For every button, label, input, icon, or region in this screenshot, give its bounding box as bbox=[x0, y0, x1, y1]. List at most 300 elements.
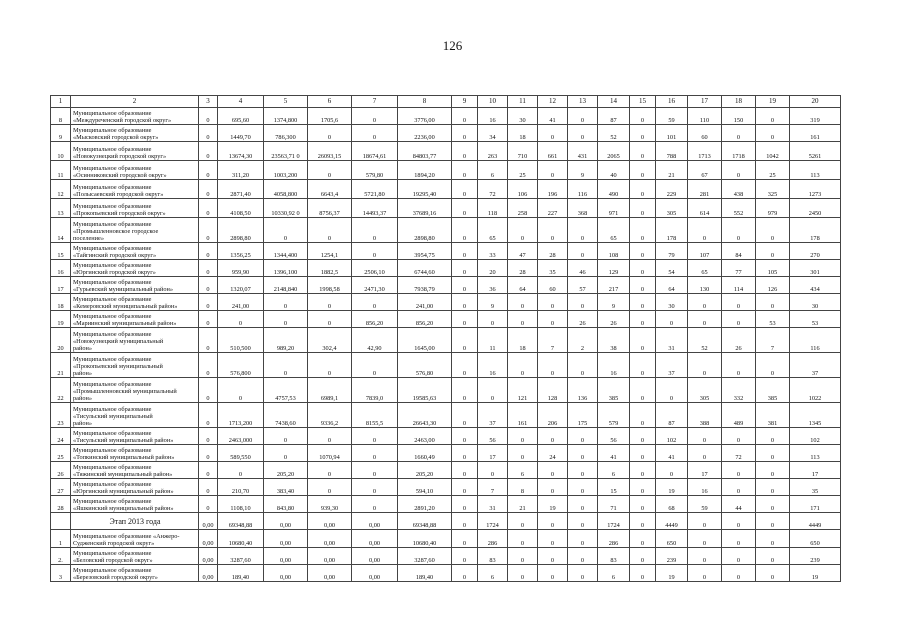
table-cell: 205,20 bbox=[264, 462, 308, 479]
table-cell: 114 bbox=[722, 277, 756, 294]
table-cell: 161 bbox=[508, 403, 538, 428]
table-cell: 0 bbox=[538, 125, 568, 142]
column-number: 11 bbox=[508, 96, 538, 108]
table-cell: 6989,1 bbox=[308, 378, 352, 403]
table-cell: 19 bbox=[790, 565, 841, 582]
table-cell: 0 bbox=[538, 513, 568, 530]
table-cell: 23563,71 0 bbox=[264, 142, 308, 161]
municipality-name: Муниципальное образование «Анжеро- Судженский городской округ» bbox=[71, 530, 199, 548]
table-cell: 989,20 bbox=[264, 328, 308, 353]
table-cell: 2871,40 bbox=[218, 180, 264, 199]
table-cell: 576,80 bbox=[398, 353, 452, 378]
table-cell: 0 bbox=[199, 479, 218, 496]
table-cell: 10680,40 bbox=[398, 530, 452, 548]
table-cell: 1998,58 bbox=[308, 277, 352, 294]
table-cell: 305 bbox=[688, 378, 722, 403]
table-cell: 16 bbox=[478, 353, 508, 378]
table-cell: 8756,37 bbox=[308, 199, 352, 218]
table-cell: 126 bbox=[756, 277, 790, 294]
row-number: 11 bbox=[51, 161, 71, 180]
column-number: 6 bbox=[308, 96, 352, 108]
table-cell: 0 bbox=[722, 479, 756, 496]
table-cell: 576,800 bbox=[218, 353, 264, 378]
table-cell: 0 bbox=[756, 294, 790, 311]
table-cell: 53 bbox=[790, 311, 841, 328]
column-number: 13 bbox=[568, 96, 598, 108]
table-cell: 258 bbox=[508, 199, 538, 218]
table-cell: 1724 bbox=[598, 513, 630, 530]
table-cell: 19585,63 bbox=[398, 378, 452, 403]
municipality-name: Муниципальное образование «Юргинский муниципальный район» bbox=[71, 479, 199, 496]
table-cell: 3287,60 bbox=[218, 548, 264, 565]
table-cell: 77 bbox=[722, 260, 756, 277]
table-cell: 0 bbox=[199, 462, 218, 479]
table-cell: 0 bbox=[688, 428, 722, 445]
municipality-name: Муниципальное образование «Беловский городской округ» bbox=[71, 548, 199, 565]
table-cell: 56 bbox=[478, 428, 508, 445]
table-cell: 1320,07 bbox=[218, 277, 264, 294]
table-cell: 130 bbox=[688, 277, 722, 294]
table-row bbox=[51, 378, 841, 403]
table-cell: 0 bbox=[630, 142, 656, 161]
table-cell: 118 bbox=[478, 199, 508, 218]
table-cell: 31 bbox=[656, 328, 688, 353]
table-cell: 178 bbox=[790, 218, 841, 243]
table-cell: 87 bbox=[656, 403, 688, 428]
table-cell: 8 bbox=[508, 479, 538, 496]
table-cell: 227 bbox=[538, 199, 568, 218]
table-cell: 1449,70 bbox=[218, 125, 264, 142]
table-cell: 41 bbox=[656, 445, 688, 462]
table-cell: 0 bbox=[568, 513, 598, 530]
table-cell: 57 bbox=[568, 277, 598, 294]
row-number: 17 bbox=[51, 277, 71, 294]
table-cell: 0 bbox=[508, 548, 538, 565]
table-cell: 0 bbox=[452, 496, 478, 513]
table-cell: 1724 bbox=[478, 513, 508, 530]
table-cell: 0 bbox=[630, 428, 656, 445]
municipality-name: Этап 2013 года bbox=[71, 513, 199, 530]
municipality-name: Муниципальное образование «Прокопьевский городской округ» bbox=[71, 199, 199, 218]
table-cell: 0 bbox=[630, 180, 656, 199]
table-row bbox=[51, 548, 841, 565]
table-cell: 650 bbox=[790, 530, 841, 548]
table-cell: 0 bbox=[538, 548, 568, 565]
table-cell: 7 bbox=[538, 328, 568, 353]
table-cell: 843,80 bbox=[264, 496, 308, 513]
row-number: 3 bbox=[51, 565, 71, 582]
table-row bbox=[51, 403, 841, 428]
table-cell: 0,00 bbox=[308, 513, 352, 530]
table-cell: 0 bbox=[199, 180, 218, 199]
table-cell: 2463,000 bbox=[218, 428, 264, 445]
table-cell: 0 bbox=[264, 353, 308, 378]
table-cell: 0 bbox=[688, 548, 722, 565]
table-cell: 0 bbox=[452, 161, 478, 180]
table-cell: 72 bbox=[478, 180, 508, 199]
table-cell: 0 bbox=[630, 125, 656, 142]
table-cell: 4108,50 bbox=[218, 199, 264, 218]
row-number bbox=[51, 513, 71, 530]
table-cell: 2891,20 bbox=[398, 496, 452, 513]
municipality-name: Муниципальное образование «Междуреченский городской округ» bbox=[71, 108, 199, 125]
municipality-name: Муниципальное образование «Тисульский муниципальный район» bbox=[71, 403, 199, 428]
table-cell: 0 bbox=[452, 403, 478, 428]
table-cell: 2898,80 bbox=[398, 218, 452, 243]
table-cell: 53 bbox=[756, 311, 790, 328]
row-number: 21 bbox=[51, 353, 71, 378]
table-cell: 128 bbox=[538, 378, 568, 403]
table-cell: 0 bbox=[568, 294, 598, 311]
table-cell: 0 bbox=[508, 513, 538, 530]
table-cell: 0 bbox=[538, 294, 568, 311]
table-cell: 116 bbox=[568, 180, 598, 199]
table-cell: 0 bbox=[630, 513, 656, 530]
row-number: 18 bbox=[51, 294, 71, 311]
table-cell: 101 bbox=[656, 125, 688, 142]
table-cell: 210,70 bbox=[218, 479, 264, 496]
table-cell: 368 bbox=[568, 199, 598, 218]
table-row bbox=[51, 108, 841, 125]
table-cell: 107 bbox=[688, 243, 722, 260]
table-cell: 0 bbox=[568, 243, 598, 260]
table-cell: 0,00 bbox=[199, 565, 218, 582]
municipality-name: Муниципальное образование «Мариинский муниципальный район» bbox=[71, 311, 199, 328]
table-cell: 325 bbox=[756, 180, 790, 199]
municipality-name: Муниципальное образование «Топкинский муниципальный район» bbox=[71, 445, 199, 462]
table-cell: 0 bbox=[722, 565, 756, 582]
row-number: 22 bbox=[51, 378, 71, 403]
table-cell: 939,30 bbox=[308, 496, 352, 513]
table-cell: 0 bbox=[452, 218, 478, 243]
page-number: 126 bbox=[442, 38, 463, 53]
table-cell: 552 bbox=[722, 199, 756, 218]
table-row bbox=[51, 277, 841, 294]
table-cell: 2450 bbox=[790, 199, 841, 218]
table-cell: 0 bbox=[756, 243, 790, 260]
table-cell: 2471,30 bbox=[352, 277, 398, 294]
table-cell: 113 bbox=[790, 445, 841, 462]
table-cell: 6643,4 bbox=[308, 180, 352, 199]
table-row bbox=[51, 353, 841, 378]
table-cell: 105 bbox=[756, 260, 790, 277]
table-cell: 0 bbox=[452, 108, 478, 125]
table-cell: 0 bbox=[452, 445, 478, 462]
table-cell: 217 bbox=[598, 277, 630, 294]
municipality-name: Муниципальное образование «Тайгинский городской округ» bbox=[71, 243, 199, 260]
table-cell: 0 bbox=[352, 294, 398, 311]
table-cell: 959,90 bbox=[218, 260, 264, 277]
table-cell: 0,00 bbox=[264, 530, 308, 548]
table-cell: 189,40 bbox=[218, 565, 264, 582]
table-cell: 0 bbox=[722, 311, 756, 328]
table-cell: 0 bbox=[630, 462, 656, 479]
table-cell: 79 bbox=[656, 243, 688, 260]
table-row bbox=[51, 428, 841, 445]
table-cell: 0 bbox=[630, 161, 656, 180]
row-number: 8 bbox=[51, 108, 71, 125]
table-cell: 0 bbox=[452, 243, 478, 260]
table-cell: 0 bbox=[199, 328, 218, 353]
table-cell: 0 bbox=[308, 462, 352, 479]
table-cell: 650 bbox=[656, 530, 688, 548]
row-number: 15 bbox=[51, 243, 71, 260]
table-cell: 0 bbox=[478, 378, 508, 403]
table-cell: 0 bbox=[264, 311, 308, 328]
table-cell: 34 bbox=[478, 125, 508, 142]
table-cell: 25 bbox=[508, 161, 538, 180]
table-cell: 52 bbox=[598, 125, 630, 142]
table-cell: 239 bbox=[790, 548, 841, 565]
table-cell: 1718 bbox=[722, 142, 756, 161]
table-cell: 0 bbox=[199, 142, 218, 161]
table-cell: 0 bbox=[308, 161, 352, 180]
table-cell: 0 bbox=[688, 294, 722, 311]
table-cell: 7 bbox=[756, 328, 790, 353]
table-cell: 0 bbox=[508, 565, 538, 582]
table-cell: 301 bbox=[790, 260, 841, 277]
table-cell: 438 bbox=[722, 180, 756, 199]
table-cell: 0 bbox=[199, 218, 218, 243]
table-cell: 28 bbox=[538, 243, 568, 260]
column-number: 4 bbox=[218, 96, 264, 108]
header-row bbox=[51, 96, 841, 108]
table-cell: 788 bbox=[656, 142, 688, 161]
table-cell: 20 bbox=[478, 260, 508, 277]
table-cell: 0 bbox=[756, 496, 790, 513]
table-cell: 1713,200 bbox=[218, 403, 264, 428]
table-cell: 281 bbox=[688, 180, 722, 199]
table-cell: 0 bbox=[630, 479, 656, 496]
table-cell: 0 bbox=[308, 479, 352, 496]
table-cell: 37 bbox=[790, 353, 841, 378]
table-cell: 0 bbox=[352, 479, 398, 496]
table-cell: 9 bbox=[568, 161, 598, 180]
table-cell: 0 bbox=[630, 108, 656, 125]
table-row bbox=[51, 311, 841, 328]
table-cell: 6 bbox=[598, 565, 630, 582]
municipality-name: Муниципальное образование «Новокузнецкий городской округ» bbox=[71, 142, 199, 161]
table-cell: 17 bbox=[478, 445, 508, 462]
table-cell: 10330,92 0 bbox=[264, 199, 308, 218]
table-cell: 0 bbox=[630, 243, 656, 260]
table-cell: 35 bbox=[538, 260, 568, 277]
table-cell: 0 bbox=[199, 260, 218, 277]
row-number: 19 bbox=[51, 311, 71, 328]
table-cell: 6 bbox=[598, 462, 630, 479]
table-cell: 510,500 bbox=[218, 328, 264, 353]
row-number: 23 bbox=[51, 403, 71, 428]
table-cell: 59 bbox=[656, 108, 688, 125]
table-cell: 0 bbox=[568, 496, 598, 513]
table-cell: 0 bbox=[756, 530, 790, 548]
table-cell: 0 bbox=[756, 548, 790, 565]
row-number: 1 bbox=[51, 530, 71, 548]
table-cell: 121 bbox=[508, 378, 538, 403]
table-cell: 0 bbox=[199, 125, 218, 142]
table-cell: 0 bbox=[538, 311, 568, 328]
table-cell: 0 bbox=[568, 565, 598, 582]
table-cell: 0 bbox=[538, 161, 568, 180]
table-cell: 490 bbox=[598, 180, 630, 199]
table-cell: 0,00 bbox=[352, 565, 398, 582]
table-cell: 26 bbox=[568, 311, 598, 328]
table-cell: 87 bbox=[598, 108, 630, 125]
table-cell: 0 bbox=[452, 462, 478, 479]
table-cell: 579 bbox=[598, 403, 630, 428]
table-cell: 108 bbox=[598, 243, 630, 260]
table-row bbox=[51, 294, 841, 311]
column-number: 20 bbox=[790, 96, 841, 108]
table-cell: 10680,40 bbox=[218, 530, 264, 548]
municipality-name: Муниципальное образование «Полысаевский городской округ» bbox=[71, 180, 199, 199]
table-cell: 0 bbox=[722, 513, 756, 530]
table-cell: 19 bbox=[656, 565, 688, 582]
table-cell: 0 bbox=[630, 218, 656, 243]
table-cell: 0 bbox=[688, 353, 722, 378]
table-cell: 9 bbox=[598, 294, 630, 311]
table-cell: 0 bbox=[508, 353, 538, 378]
row-number: 20 bbox=[51, 328, 71, 353]
table-cell: 0 bbox=[688, 445, 722, 462]
table-cell: 0 bbox=[630, 328, 656, 353]
table-cell: 0 bbox=[218, 378, 264, 403]
data-table bbox=[50, 95, 841, 582]
table-cell: 18 bbox=[508, 125, 538, 142]
stage-row bbox=[51, 513, 841, 530]
table-cell: 0 bbox=[630, 199, 656, 218]
table-cell: 0 bbox=[352, 108, 398, 125]
table-cell: 1660,49 bbox=[398, 445, 452, 462]
table-cell: 38 bbox=[598, 328, 630, 353]
table-cell: 3287,60 bbox=[398, 548, 452, 565]
table-cell: 0 bbox=[568, 218, 598, 243]
table-cell: 0 bbox=[199, 428, 218, 445]
table-cell: 579,80 bbox=[352, 161, 398, 180]
table-cell: 0 bbox=[630, 530, 656, 548]
table-cell: 196 bbox=[538, 180, 568, 199]
table-cell: 856,20 bbox=[352, 311, 398, 328]
table-cell: 0 bbox=[538, 565, 568, 582]
table-cell: 0,00 bbox=[308, 548, 352, 565]
table-cell: 0 bbox=[722, 548, 756, 565]
table-cell: 0 bbox=[538, 428, 568, 445]
table-cell: 189,40 bbox=[398, 565, 452, 582]
table-cell: 710 bbox=[508, 142, 538, 161]
table-cell: 0 bbox=[199, 403, 218, 428]
table-cell: 0 bbox=[352, 428, 398, 445]
row-number: 26 bbox=[51, 462, 71, 479]
table-cell: 0 bbox=[452, 328, 478, 353]
table-cell: 0 bbox=[308, 353, 352, 378]
table-cell: 239 bbox=[656, 548, 688, 565]
table-cell: 1396,100 bbox=[264, 260, 308, 277]
table-cell: 5261 bbox=[790, 142, 841, 161]
table-cell: 0 bbox=[756, 428, 790, 445]
table-cell: 0 bbox=[199, 353, 218, 378]
table-cell: 7 bbox=[478, 479, 508, 496]
column-number: 8 bbox=[398, 96, 452, 108]
row-number: 9 bbox=[51, 125, 71, 142]
row-number: 27 bbox=[51, 479, 71, 496]
table-cell: 18674,61 bbox=[352, 142, 398, 161]
table-cell: 0 bbox=[722, 294, 756, 311]
table-cell: 0 bbox=[352, 353, 398, 378]
table-cell: 0 bbox=[264, 294, 308, 311]
column-number: 18 bbox=[722, 96, 756, 108]
table-cell: 0 bbox=[756, 479, 790, 496]
table-cell: 19 bbox=[538, 496, 568, 513]
table-cell: 14493,37 bbox=[352, 199, 398, 218]
table-cell: 4449 bbox=[790, 513, 841, 530]
table-cell: 21 bbox=[656, 161, 688, 180]
table-cell: 0 bbox=[452, 180, 478, 199]
table-cell: 9336,2 bbox=[308, 403, 352, 428]
table-cell: 0 bbox=[568, 548, 598, 565]
municipality-name: Муниципальное образование «Юргинский городской округ» bbox=[71, 260, 199, 277]
row-number: 2. bbox=[51, 548, 71, 565]
table-cell: 161 bbox=[790, 125, 841, 142]
table-cell: 434 bbox=[790, 277, 841, 294]
municipality-name: Муниципальное образование «Березовский городской округ» bbox=[71, 565, 199, 582]
municipality-name: Муниципальное образование «Промышленновское городское поселение» bbox=[71, 218, 199, 243]
table-cell: 856,20 bbox=[398, 311, 452, 328]
table-cell: 0 bbox=[218, 311, 264, 328]
table-row bbox=[51, 260, 841, 277]
table-cell: 0 bbox=[452, 260, 478, 277]
municipality-name: Муниципальное образование «Тисульский муниципальный район» bbox=[71, 428, 199, 445]
table-cell: 0 bbox=[568, 445, 598, 462]
table-row bbox=[51, 180, 841, 199]
column-number: 1 bbox=[51, 96, 71, 108]
table-cell: 388 bbox=[688, 403, 722, 428]
table-cell: 1713 bbox=[688, 142, 722, 161]
table-cell: 1254,1 bbox=[308, 243, 352, 260]
table-cell: 2236,00 bbox=[398, 125, 452, 142]
table-cell: 71 bbox=[598, 496, 630, 513]
table-cell: 0 bbox=[568, 125, 598, 142]
column-number: 14 bbox=[598, 96, 630, 108]
table-cell: 0 bbox=[508, 294, 538, 311]
table-cell: 56 bbox=[598, 428, 630, 445]
table-cell: 64 bbox=[508, 277, 538, 294]
column-number: 3 bbox=[199, 96, 218, 108]
table-cell: 46 bbox=[568, 260, 598, 277]
table-cell: 661 bbox=[538, 142, 568, 161]
table-cell: 332 bbox=[722, 378, 756, 403]
table-cell: 6 bbox=[508, 462, 538, 479]
table-cell: 0 bbox=[630, 294, 656, 311]
table-cell: 47 bbox=[508, 243, 538, 260]
municipality-name: Муниципальное образование «Прокопьевский муниципальный район» bbox=[71, 353, 199, 378]
table-cell: 0 bbox=[630, 260, 656, 277]
table-cell: 2 bbox=[568, 328, 598, 353]
table-cell: 0 bbox=[630, 353, 656, 378]
table-cell: 26093,15 bbox=[308, 142, 352, 161]
table-row bbox=[51, 530, 841, 548]
column-number: 17 bbox=[688, 96, 722, 108]
table-cell: 30 bbox=[508, 108, 538, 125]
table-cell: 286 bbox=[598, 530, 630, 548]
table-row bbox=[51, 462, 841, 479]
table-cell: 0 bbox=[538, 530, 568, 548]
table-cell: 0 bbox=[452, 513, 478, 530]
table-cell: 175 bbox=[568, 403, 598, 428]
table-cell: 1344,400 bbox=[264, 243, 308, 260]
table-cell: 385 bbox=[598, 378, 630, 403]
table-cell: 0 bbox=[630, 311, 656, 328]
table-cell: 0,00 bbox=[308, 530, 352, 548]
